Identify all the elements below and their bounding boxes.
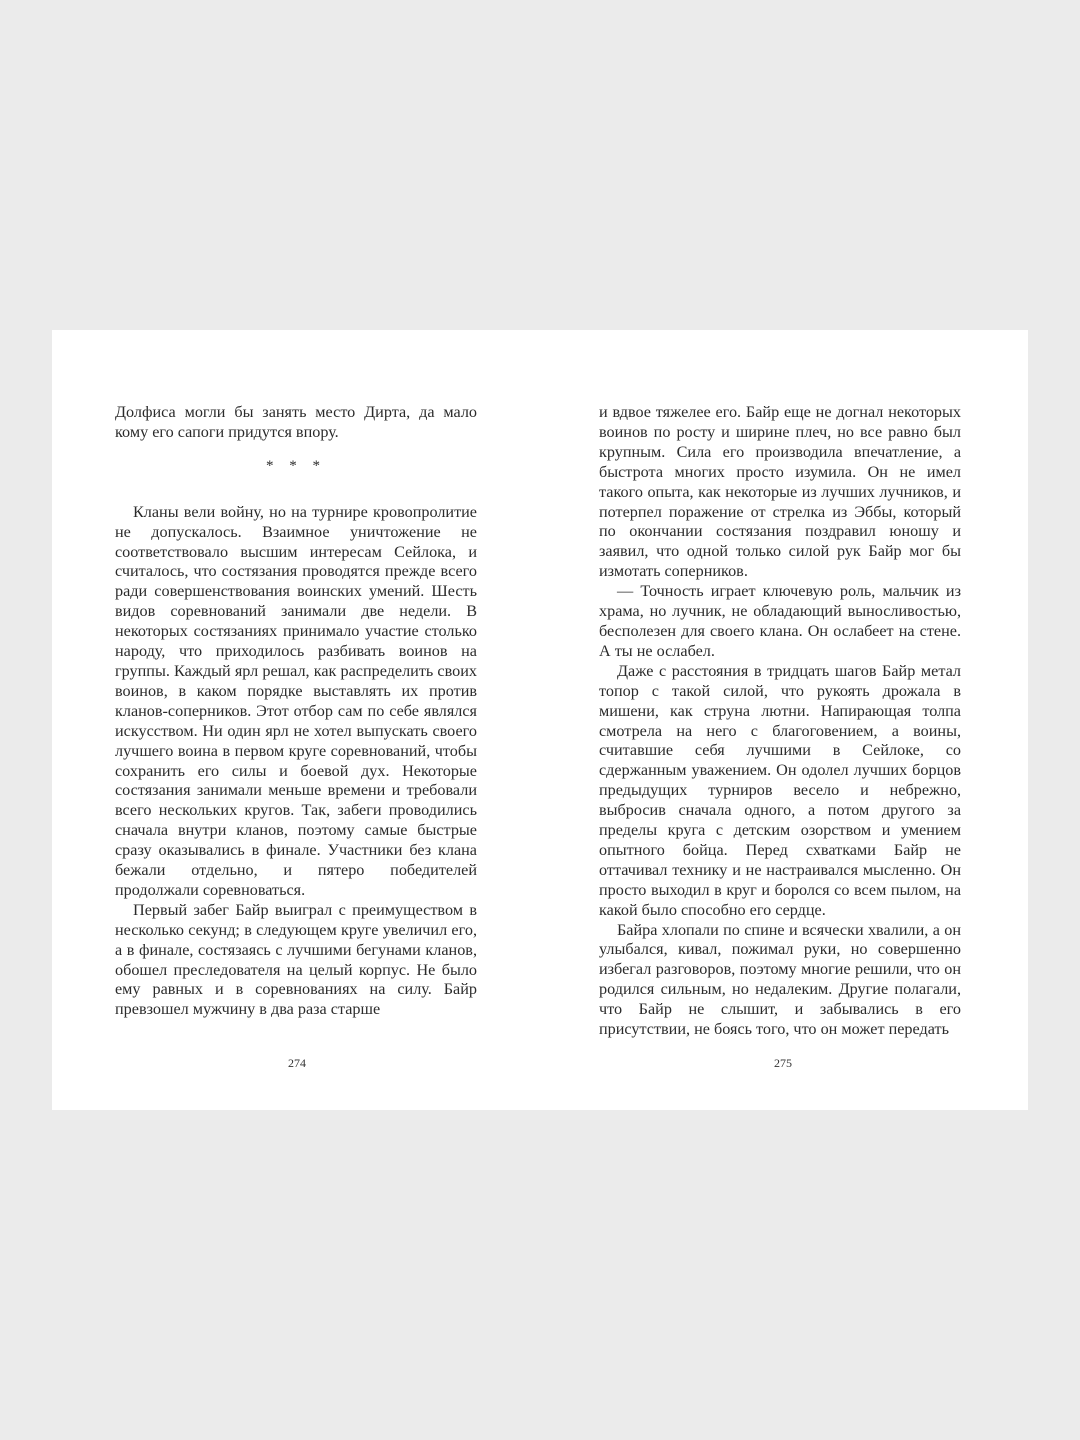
left-page-text xyxy=(115,403,477,1020)
left-paragraph-2: Первый забег Байр выиграл с преимуществом в несколько секунд; в следующем круге увеличил его, а в финале, состязаясь с лучшими бегунами кланов, обошел преследователя на целый корпус. Не было ему равных и в соревнованиях на силу. Байр превзошел мужчину в два раза старше xyxy=(115,900,477,1019)
left-paragraph-1: Кланы вели войну, но на турнире кровопролитие не допускалось. Взаимное уничтожение не соответствовало высшим интересам Сейлока, и считалось, что состязания проводятся прежде всего ради совершенствования воинских умений. Шесть видов соревнований занимали две недели. В некоторых состязаниях принимало участие столько народу, что приходилось разбивать воинов на группы. Каждый ярл решал, как распределить своих воинов, в каком порядке выставлять их против кланов-соперников. Этот отбор сам по себе являлся искусством. Ни один ярл не хотел выпускать своего лучшего воина в первом круге соревнований, чтобы сохранить его силы и боевой дух. Некоторые состязания занимали меньше времени и требовали всего нескольких кругов. Так, забеги проводились сначала внутри кланов, поэтому самые быстрые сразу оказывались в финале. Участники без клана бежали отдельно, и пятеро победителей продолжали соревноваться. xyxy=(115,502,477,899)
right-paragraph-axe: Даже с расстояния в тридцать шагов Байр метал топор с такой силой, что рукоять дрожала в мишени, как струна лютни. Напирающая толпа смотрела на него с благоговением, а воины, считавшие себя лучшими в Сейлоке, со сдержанным уважением. Он одолел лучших борцов предыдущих турниров весело и небрежно, выбросив сначала одного, а потом другого за пределы круга с детским озорством и умением опытного бойца. Перед схватками Байр не оттачивал технику и не настраивался мысленно. Он просто выходил в круг и боролся со всем пылом, на какой было способно его сердце. xyxy=(599,661,961,919)
right-paragraph-continuation: и вдвое тяжелее его. Байр еще не догнал некоторых воинов по росту и ширине плеч, но все равно был крупным. Сила его производила впечатление, а быстрота многих просто изумила. Он не имел такого опыта, как некоторые из лучших лучников, и потерпел поражение от стрелка из Эббы, который по окончании состязания поздравил юношу и заявил, что одной только силой рук Байр мог бы измотать соперников. xyxy=(599,403,961,581)
left-page-number: 274 xyxy=(288,1056,306,1070)
right-page-text xyxy=(599,403,961,1040)
book-spread xyxy=(52,330,1028,1110)
left-paragraph-continuation: Долфиса могли бы занять место Дирта, да мало кому его сапоги придутся впору. xyxy=(115,403,477,441)
right-page-number: 275 xyxy=(774,1056,792,1070)
section-separator: * * * xyxy=(266,457,326,474)
right-paragraph-praise: Байра хлопали по спине и всячески хвалили, а он улыбался, кивал, пожимал руки, но совершенно избегал разговоров, поэтому многие решили, что он родился сильным, но недалеким. Другие полагали, что Байр не слышит, и забывались в его присутствии, не боясь того, что он может передать xyxy=(599,920,961,1039)
right-paragraph-dialogue: — Точность играет ключевую роль, мальчик из храма, но лучник, не обладающий выносливостью, бесполезен для своего клана. Он ослабеет на стене. А ты не ослабел. xyxy=(599,582,961,660)
